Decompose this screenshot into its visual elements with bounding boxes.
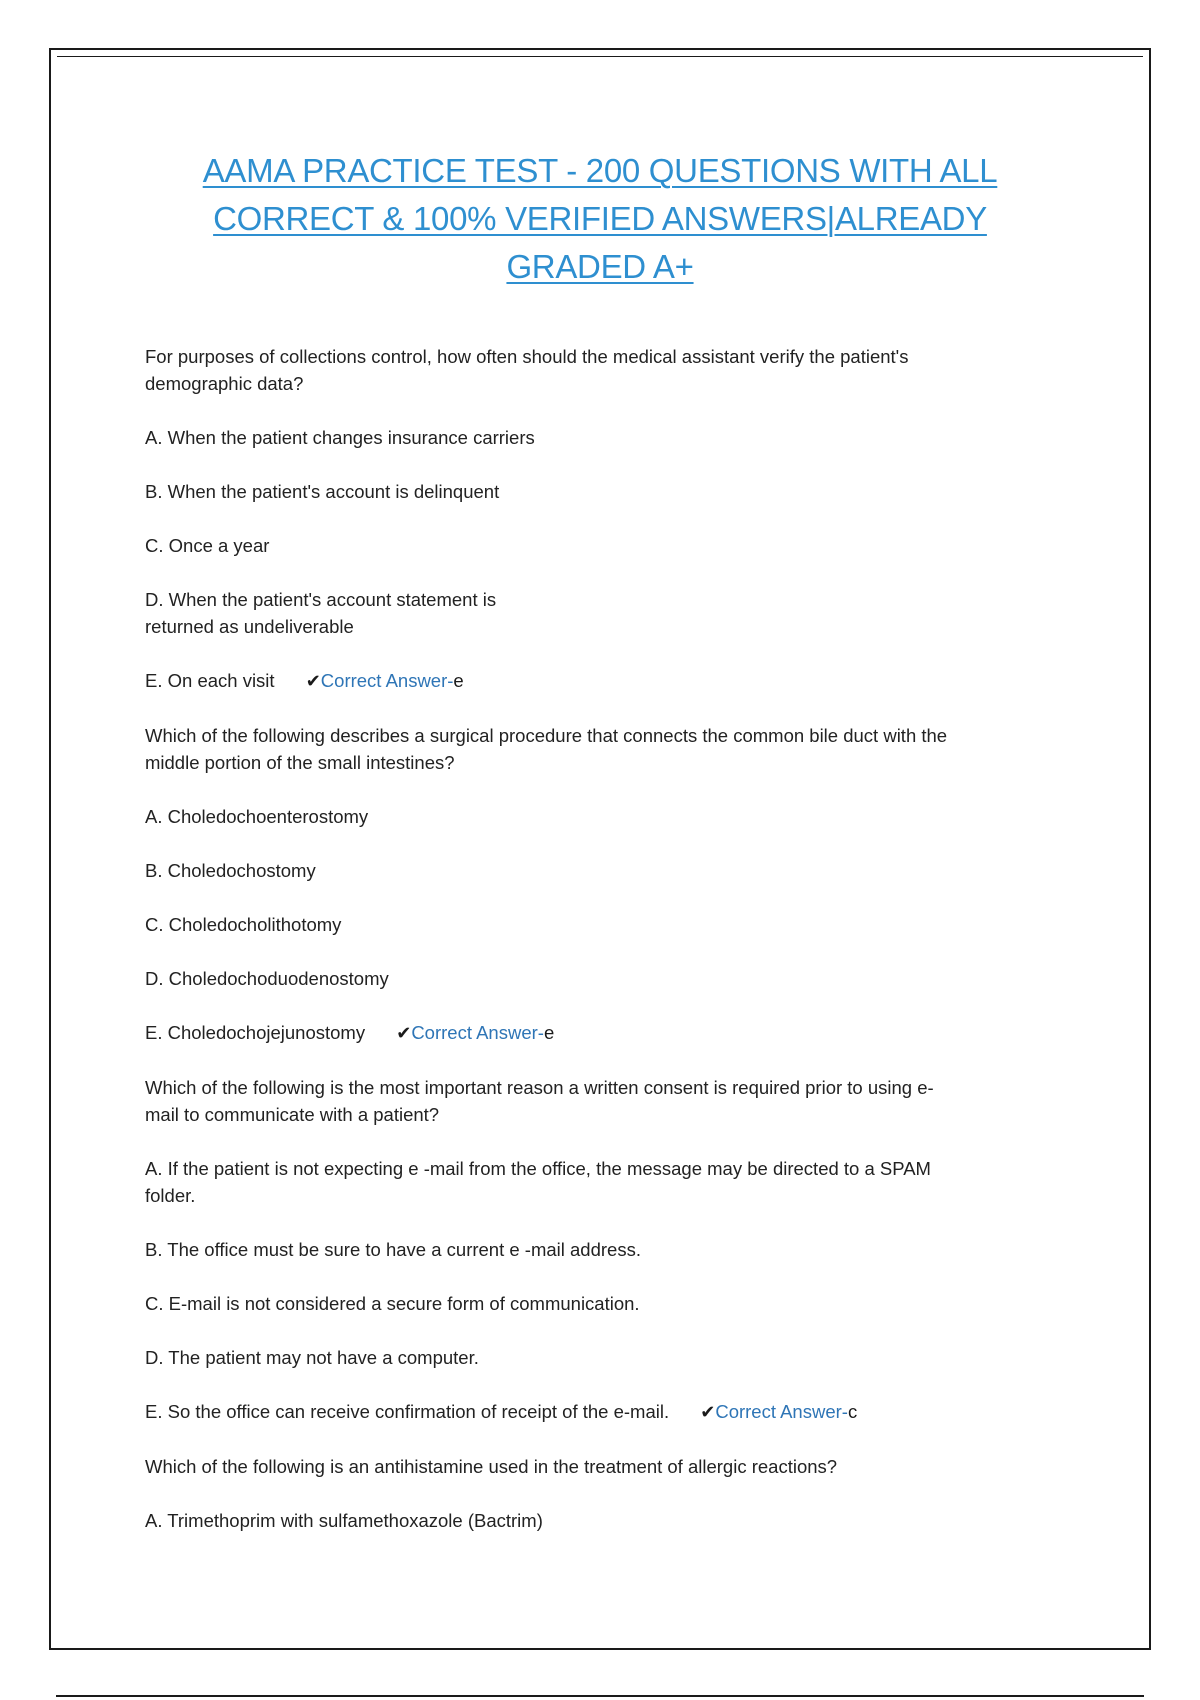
option-text: returned as undeliverable <box>145 616 354 637</box>
answer-option <box>145 1507 1045 1534</box>
answer-option <box>145 1344 1045 1371</box>
correct-answer-label: Correct Answer- <box>411 1022 544 1043</box>
answer-option <box>145 1155 1045 1209</box>
option-text: D. The patient may not have a computer. <box>145 1347 479 1368</box>
correct-answer-marker <box>700 1398 857 1426</box>
title-line: AAMA PRACTICE TEST - 200 QUESTIONS WITH ALL <box>202 152 998 189</box>
title-line: GRADED A+ <box>506 248 694 285</box>
option-text: E. Choledochojejunostomy <box>145 1022 366 1043</box>
option-text: B. Choledochostomy <box>145 860 316 881</box>
answer-option <box>145 803 1045 830</box>
option-text: A. When the patient changes insurance carriers <box>145 427 535 448</box>
question-stem <box>145 722 1045 776</box>
option-text: B. The office must be sure to have a current e -mail address. <box>145 1239 641 1260</box>
correct-answer-marker <box>306 667 464 695</box>
answer-option <box>145 911 1045 938</box>
question-stem <box>145 1074 1045 1128</box>
option-text: E. So the office can receive confirmation of receipt of the e-mail. <box>145 1401 670 1422</box>
document-title[interactable] <box>150 147 1050 291</box>
answer-option <box>145 1019 1045 1047</box>
answer-option <box>145 965 1045 992</box>
option-text: D. When the patient's account statement is <box>145 589 497 610</box>
option-text: C. E-mail is not considered a secure form of communication. <box>145 1293 640 1314</box>
question-stem <box>145 343 1045 397</box>
question-stem-line: Which of the following is an antihistamine used in the treatment of allergic reactions? <box>145 1456 838 1477</box>
answer-option <box>145 478 1045 505</box>
correct-answer-letter: c <box>847 1401 858 1422</box>
answer-option <box>145 667 1045 695</box>
option-text: A. Choledochoenterostomy <box>145 806 369 827</box>
option-text: C. Once a year <box>145 535 270 556</box>
correct-answer-letter: e <box>453 670 464 691</box>
next-page-rule <box>56 1695 1144 1697</box>
correct-answer-letter: e <box>543 1022 555 1043</box>
question-stem-line: middle portion of the small intestines? <box>145 752 455 773</box>
option-text: A. If the patient is not expecting e -mail from the office, the message may be directed to a SPAM <box>145 1158 931 1179</box>
option-text: C. Choledocholithotomy <box>145 914 342 935</box>
checkmark-icon: ✔ <box>305 671 321 691</box>
question-stem-line: For purposes of collections control, how often should the medical assistant verify the patient's <box>145 346 909 367</box>
answer-option <box>145 1290 1045 1317</box>
question-stem-line: demographic data? <box>145 373 304 394</box>
correct-answer-label: Correct Answer- <box>320 670 454 691</box>
answer-option <box>145 857 1045 884</box>
question-stem-line: mail to communicate with a patient? <box>145 1104 440 1125</box>
correct-answer-label: Correct Answer- <box>715 1401 848 1422</box>
question-stem-line: Which of the following is the most important reason a written consent is required prior to using e- <box>145 1077 934 1098</box>
checkmark-icon: ✔ <box>700 1402 716 1422</box>
option-text: folder. <box>145 1185 196 1206</box>
answer-option <box>145 1398 1045 1426</box>
answer-option <box>145 424 1045 451</box>
question-stem-line: Which of the following describes a surgical procedure that connects the common bile duct with the <box>145 725 948 746</box>
option-text: B. When the patient's account is delinquent <box>145 481 500 502</box>
question-stem <box>145 1453 1045 1480</box>
answer-option <box>145 1236 1045 1263</box>
header-rule <box>57 56 1143 57</box>
answer-option <box>145 586 1045 640</box>
checkmark-icon: ✔ <box>396 1023 412 1043</box>
option-text: E. On each visit <box>145 670 275 691</box>
option-text: A. Trimethoprim with sulfamethoxazole (Bactrim) <box>145 1510 543 1531</box>
question-list <box>145 343 1045 1561</box>
answer-option <box>145 532 1045 559</box>
title-line: CORRECT & 100% VERIFIED ANSWERS|ALREADY <box>213 200 987 237</box>
option-text: D. Choledochoduodenostomy <box>145 968 389 989</box>
correct-answer-marker <box>396 1019 554 1047</box>
